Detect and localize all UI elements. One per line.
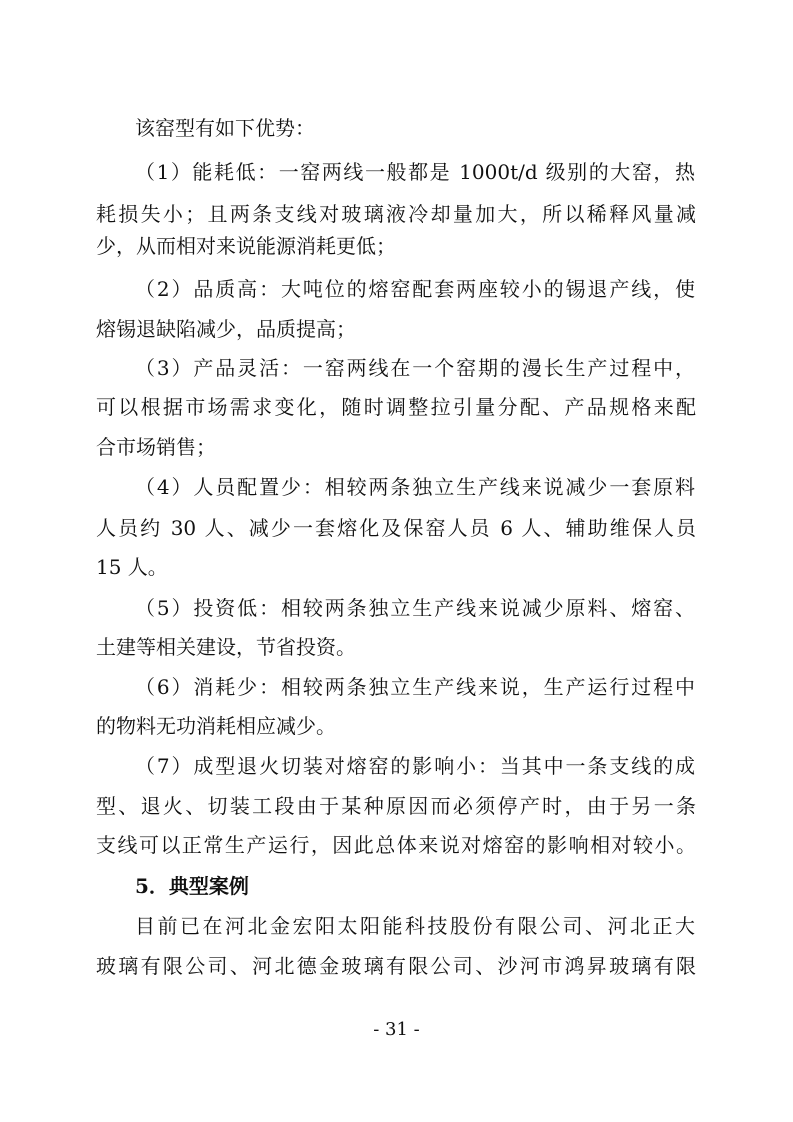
- item-3-line-1: （3）产品灵活：一窑两线在一个窑期的漫长生产过程中，: [135, 356, 695, 380]
- item-4-line-1: （4）人员配置少：相较两条独立生产线来说减少一套原料: [135, 475, 695, 499]
- case-line-1: 目前已在河北金宏阳太阳能科技股份有限公司、河北正大: [135, 914, 695, 938]
- item-7-line-1: （7）成型退火切装对熔窑的影响小：当其中一条支线的成: [135, 754, 695, 778]
- item-6-line-1: （6）消耗少：相较两条独立生产线来说，生产运行过程中: [135, 675, 695, 699]
- item-3-line-2: 可以根据市场需求变化，随时调整拉引量分配、产品规格来配: [96, 395, 696, 419]
- item-7-line-2: 型、退火、切装工段由于某种原因而必须停产时，由于另一条: [96, 794, 696, 818]
- item-4-line-2: 人员约 30 人、减少一套熔化及保窑人员 6 人、辅助维保人员: [96, 516, 696, 540]
- item-6-line-2: 的物料无功消耗相应减少。: [96, 714, 336, 738]
- item-1-line-1: （1）能耗低：一窑两线一般都是 1000t/d 级别的大窑，热: [135, 160, 695, 184]
- item-2-line-1: （2）品质高：大吨位的熔窑配套两座较小的锡退产线，使: [135, 277, 695, 301]
- item-2-line-2: 熔锡退缺陷减少，品质提高；: [96, 317, 356, 341]
- intro-line: 该窑型有如下优势：: [135, 116, 315, 140]
- section-heading: 5．典型案例: [135, 874, 249, 898]
- item-7-line-3: 支线可以正常生产运行，因此总体来说对熔窑的影响相对较小。: [96, 833, 696, 857]
- page-number: - 31 -: [373, 1019, 420, 1040]
- case-line-2: 玻璃有限公司、河北德金玻璃有限公司、沙河市鸿昇玻璃有限: [96, 954, 696, 978]
- item-1-line-2: 耗损失小；且两条支线对玻璃液冷却量加大，所以稀释风量减: [96, 202, 696, 226]
- item-1-line-3: 少，从而相对来说能源消耗更低；: [96, 234, 396, 258]
- item-5-line-1: （5）投资低：相较两条独立生产线来说减少原料、熔窑、: [135, 596, 695, 620]
- item-3-line-3: 合市场销售；: [96, 435, 216, 459]
- item-4-line-3: 15 人。: [96, 555, 168, 579]
- item-5-line-2: 土建等相关建设，节省投资。: [96, 635, 356, 659]
